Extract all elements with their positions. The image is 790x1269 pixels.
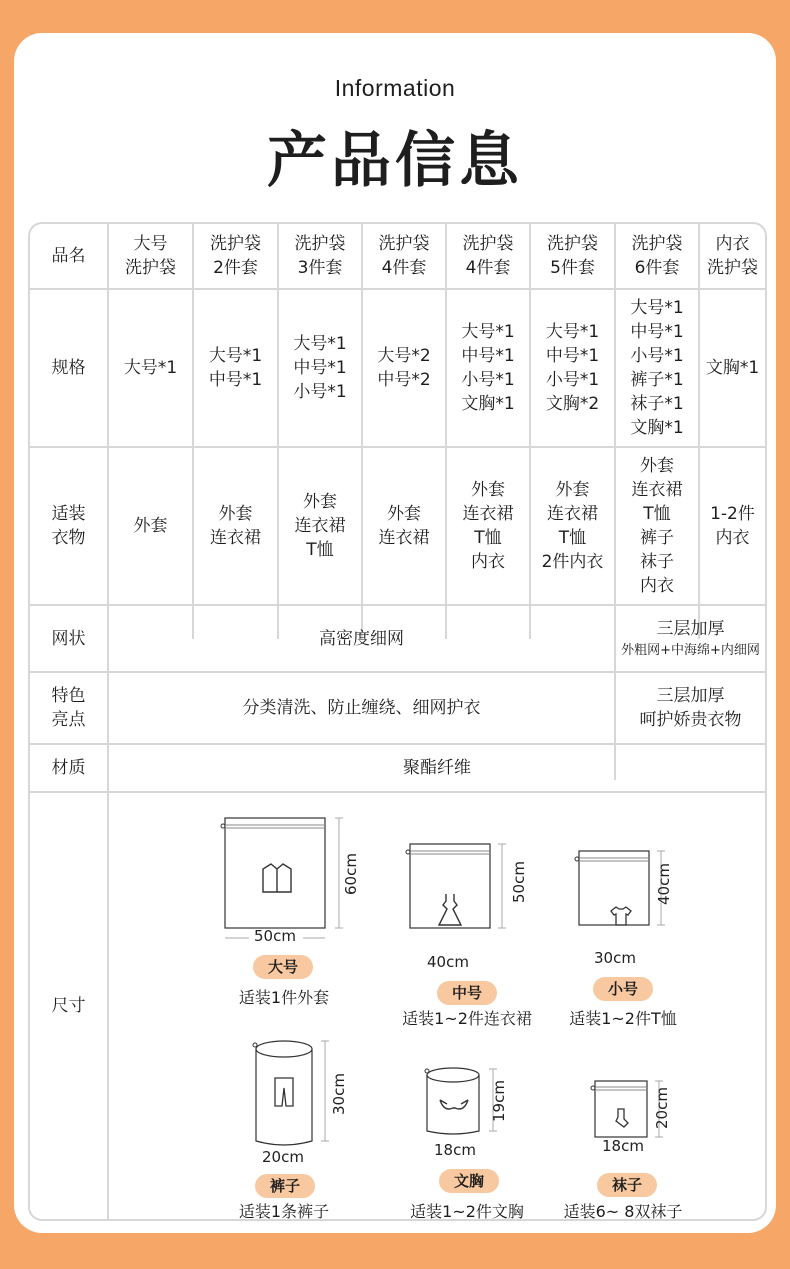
product-name-cell: 洗护袋 4件套 xyxy=(378,234,430,278)
spec-table xyxy=(28,222,767,1221)
fit-cell: 1-2件 内衣 xyxy=(710,504,755,548)
dress-icon xyxy=(435,891,465,927)
sock-icon xyxy=(612,1107,630,1129)
jacket-icon xyxy=(259,860,295,896)
size-badge-large: 大号 xyxy=(253,955,313,979)
bra-bag-width: 18cm xyxy=(434,1141,476,1159)
large-bag-height: 60cm xyxy=(342,853,360,895)
product-name-cell: 洗护袋 6件套 xyxy=(631,234,683,278)
fit-cell: 外套 连衣裙 T恤 裤子 袜子 内衣 xyxy=(631,456,683,596)
row-label-feature: 特色 亮点 xyxy=(51,686,86,730)
fit-cell: 外套 连衣裙 xyxy=(210,504,261,548)
product-info-card xyxy=(14,33,776,1233)
product-name-cell: 洗护袋 5件套 xyxy=(547,234,598,278)
row-label-name: 品名 xyxy=(51,246,86,266)
spec-cell: 大号*1 xyxy=(123,358,178,378)
material-cell: 聚酯纤维 xyxy=(403,758,471,778)
spec-cell: 大号*1 中号*1 小号*1 文胸*2 xyxy=(545,322,600,414)
product-name-cell: 洗护袋 4件套 xyxy=(462,234,514,278)
small-bag-height: 40cm xyxy=(655,863,673,905)
row-label-spec: 规格 xyxy=(51,358,86,378)
feature-common-cell: 分类清洗、防止缠绕、细网护衣 xyxy=(242,698,481,718)
feature-special-cell: 三层加厚 呵护娇贵衣物 xyxy=(639,686,742,730)
size-badge-small: 小号 xyxy=(593,977,653,1001)
spec-cell: 大号*1 中号*1 xyxy=(208,346,263,390)
small-fit-text: 适装1~2件T恤 xyxy=(569,1009,677,1028)
fit-cell: 外套 xyxy=(133,516,168,536)
pants-bag-height: 30cm xyxy=(330,1073,348,1115)
product-name-cell: 内衣 洗护袋 xyxy=(707,234,758,278)
product-name-cell: 洗护袋 3件套 xyxy=(294,234,346,278)
size-badge-pants: 裤子 xyxy=(255,1174,315,1198)
mesh-common-cell: 高密度细网 xyxy=(319,628,404,649)
fit-cell: 外套 连衣裙 xyxy=(378,504,430,548)
section-subtitle: Information xyxy=(334,75,456,101)
sock-bag-width: 18cm xyxy=(602,1137,644,1155)
pants-icon xyxy=(273,1076,295,1108)
sock-bag-height: 20cm xyxy=(653,1087,671,1129)
spec-cell: 大号*1 中号*1 小号*1 裤子*1 袜子*1 文胸*1 xyxy=(630,298,684,438)
fit-cell: 外套 连衣裙 T恤 xyxy=(294,492,346,560)
row-label-material: 材质 xyxy=(51,758,86,778)
large-fit-text: 适装1件外套 xyxy=(238,988,330,1007)
product-name-cell: 洗护袋 2件套 xyxy=(210,234,261,278)
size-badge-medium: 中号 xyxy=(437,981,497,1005)
spec-cell: 大号*1 中号*1 小号*1 xyxy=(293,334,347,402)
spec-cell: 大号*1 中号*1 小号*1 文胸*1 xyxy=(461,322,515,414)
sock-fit-text: 适装6~ 8双袜子 xyxy=(563,1202,683,1221)
spec-cell: 文胸*1 xyxy=(705,358,760,378)
size-diagram-area xyxy=(109,793,765,1219)
bra-icon xyxy=(438,1096,470,1114)
mesh-special-cell: 三层加厚 外粗网+中海绵+内细网 xyxy=(621,618,760,658)
fit-cell: 外套 连衣裙 T恤 2件内衣 xyxy=(541,480,604,572)
medium-bag-width: 40cm xyxy=(427,953,469,971)
large-bag-width: 50cm xyxy=(254,927,296,945)
row-label-size: 尺寸 xyxy=(51,996,86,1016)
size-badge-socks: 袜子 xyxy=(597,1173,657,1197)
size-badge-bra: 文胸 xyxy=(439,1169,499,1193)
tshirt-icon xyxy=(609,905,633,927)
medium-fit-text: 适装1~2件连衣裙 xyxy=(402,1009,532,1028)
small-bag-width: 30cm xyxy=(594,949,636,967)
pants-fit-text: 适装1条裤子 xyxy=(238,1202,330,1221)
bra-fit-text: 适装1~2件文胸 xyxy=(410,1202,524,1221)
product-name-cell: 大号 洗护袋 xyxy=(125,234,176,278)
bra-bag-height: 19cm xyxy=(490,1080,508,1122)
section-title: 产品信息 xyxy=(267,126,523,196)
row-label-fit: 适装 衣物 xyxy=(51,504,86,548)
medium-bag-height: 50cm xyxy=(510,861,528,903)
spec-cell: 大号*2 中号*2 xyxy=(377,346,431,390)
fit-cell: 外套 连衣裙 T恤 内衣 xyxy=(462,480,514,572)
row-label-mesh: 网状 xyxy=(51,628,86,649)
pants-bag-width: 20cm xyxy=(262,1148,304,1166)
